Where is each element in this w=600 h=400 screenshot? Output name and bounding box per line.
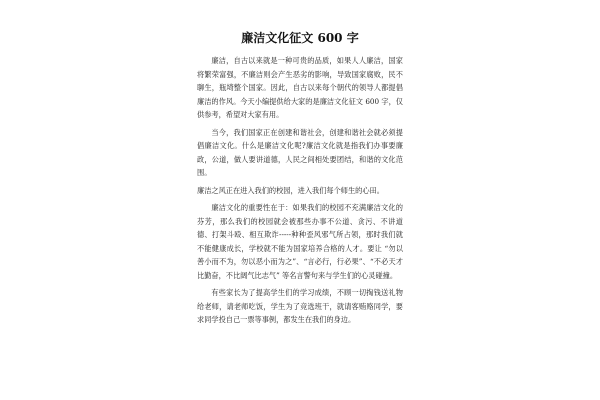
paragraph-4: 廉洁文化的重要性在于：如果我们的校园不充满廉洁文化的芬芳，那么我们的校园就会被那些办事不公道、贪污、不讲道德、打架斗殴、相互欺诈-----种种歪风邪气所占领，那时我们就不能健康成长，学校就不能为国家培养合格的人才。要让 “勿以善小而不为，勿以恶小而为之”、“言必行，行必果”、“不必天才比勤奋，不比阔气比志气” 等名言警句来与学生们的心灵碰撞。 bbox=[197, 203, 403, 280]
paragraph-2: 当今，我们国家正在创建和谐社会，创建和谐社会就必须提倡廉洁文化。什么是廉洁文化呢?廉洁文化就是指我们办事要廉政，公道，做人要讲道德，人民之间相处要团结，和谐的文化范围。 bbox=[197, 127, 403, 177]
paragraph-1: 廉洁，自古以来就是一种可贵的品质，如果人人廉洁，国家将繁荣富强，不廉洁则会产生恶劣的影响，导致国家腐败，民不聊生，瓶埼整个国家。因此，自古以来每个朝代的领导人都提倡廉洁的作风。今天小编提供给大家的是廉洁文化征文 600 字，仅供参考，希望对大家有用。 bbox=[197, 56, 403, 119]
paragraph-5: 有些家长为了提高学生们的学习成绩，不顾一切掏钱送礼物给老师，请老师吃饭，学生为了竞选班干，就请客贿赂同学，要求同学投自己一票等事例，都发生在我们的身边。 bbox=[197, 288, 403, 324]
essay bbox=[197, 30, 403, 331]
essay-title: 廉洁文化征文 600 字 bbox=[241, 31, 359, 45]
paragraph-3: 廉洁之风正在进入我们的校园，进入我们每个师生的心田。 bbox=[197, 185, 384, 195]
essay-body bbox=[197, 54, 403, 327]
